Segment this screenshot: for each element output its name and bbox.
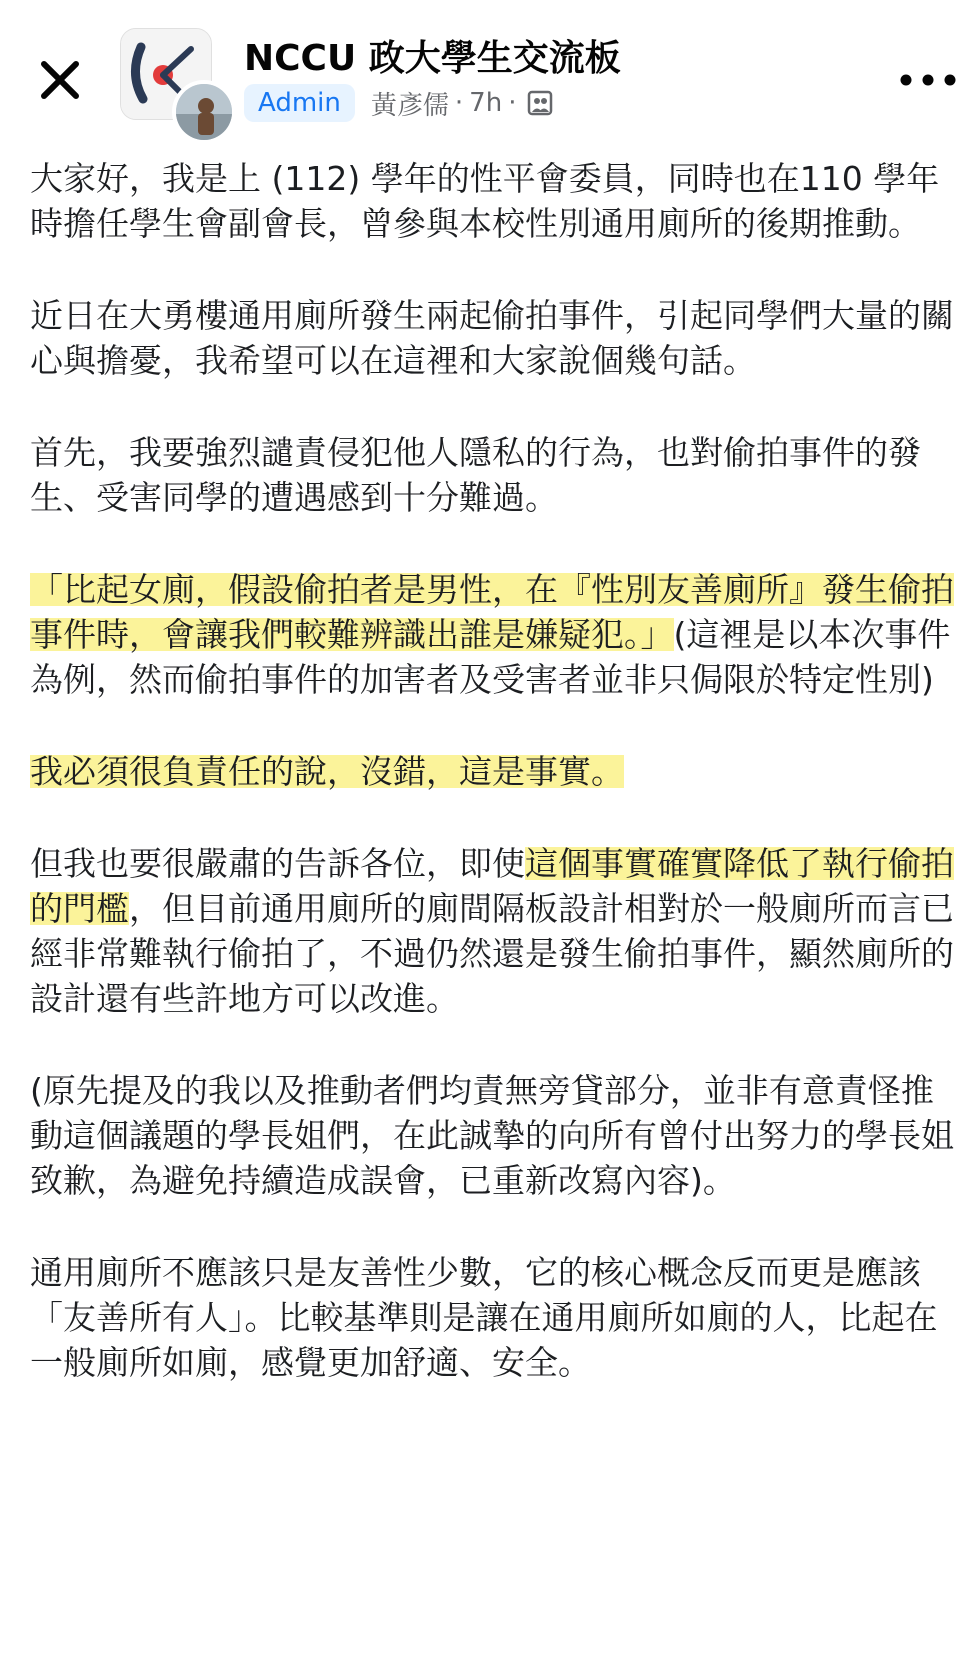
post-paragraph-fact: [30, 749, 960, 794]
meta-separator-2: ·: [508, 88, 517, 118]
post-paragraph-design: [30, 841, 960, 1021]
post-header: [0, 0, 980, 140]
post-paragraph-incident: 近日在大勇樓通用廁所發生兩起偷拍事件，引起同學們大量的關心與擔憂，我希望可以在這裡和大家說個幾句話。: [30, 296, 954, 380]
post-meta: [244, 80, 554, 126]
post-paragraph-quote: [30, 567, 960, 702]
group-name[interactable]: NCCU 政大學生交流板: [244, 38, 621, 79]
meta-separator: ·: [454, 88, 464, 118]
close-icon: [36, 56, 84, 104]
group-privacy-icon: [526, 89, 554, 117]
quote-note: (這裡是以本次事件為例，然而偷拍事件的加害者及受害者並非只侷限於特定性別): [30, 615, 951, 699]
more-options-icon: [896, 66, 960, 94]
close-button[interactable]: [36, 56, 84, 104]
post-time[interactable]: 7h: [469, 88, 503, 118]
admin-badge: Admin: [244, 84, 355, 122]
post-paragraph-apology: (原先提及的我以及推動者們均責無旁貸部分，並非有意責怪推動這個議題的學長姐們，在此誠摯的向所有曾付出努力的學長姐致歉，為避免持續造成誤會，已重新改寫內容)。: [30, 1071, 954, 1200]
post-paragraph-condemn: 首先，我要強烈譴責侵犯他人隱私的行為，也對偷拍事件的發生、受害同學的遭遇感到十分難過。: [30, 433, 921, 517]
post-paragraph-intro: 大家好，我是上 (112) 學年的性平會委員，同時也在110 學年時擔任學生會副會長，曾參與本校性別通用廁所的後期推動。: [30, 159, 940, 243]
design-rest: ，但目前通用廁所的廁間隔板設計相對於一般廁所而言已經非常難執行偷拍了，不過仍然還是發生偷拍事件，顯然廁所的設計還有些許地方可以改進。: [30, 889, 954, 1018]
avatar-group[interactable]: [120, 28, 230, 120]
post-paragraph-core-concept: 通用廁所不應該只是友善性少數，它的核心概念反而更是應該「友善所有人」。比較基準則是讓在通用廁所如廁的人，比起在一般廁所如廁，感覺更加舒適、安全。: [30, 1253, 938, 1382]
user-avatar[interactable]: [172, 80, 236, 144]
highlighted-quote: 「比起女廁，假設偷拍者是男性，在『性別友善廁所』發生偷拍事件時，會讓我們較難辨識出誰是嫌疑犯。」: [30, 570, 954, 654]
more-options-button[interactable]: [896, 66, 960, 94]
author-name[interactable]: 黃彥儒: [370, 90, 449, 121]
highlighted-threshold: 這個事實確實降低了執行偷拍的門檻: [30, 844, 954, 928]
design-lead: 但我也要很嚴肅的告訴各位，即使: [30, 844, 525, 883]
post-body: [30, 156, 960, 1432]
highlighted-fact: 我必須很負責任的說，沒錯，這是事實。: [30, 752, 624, 791]
